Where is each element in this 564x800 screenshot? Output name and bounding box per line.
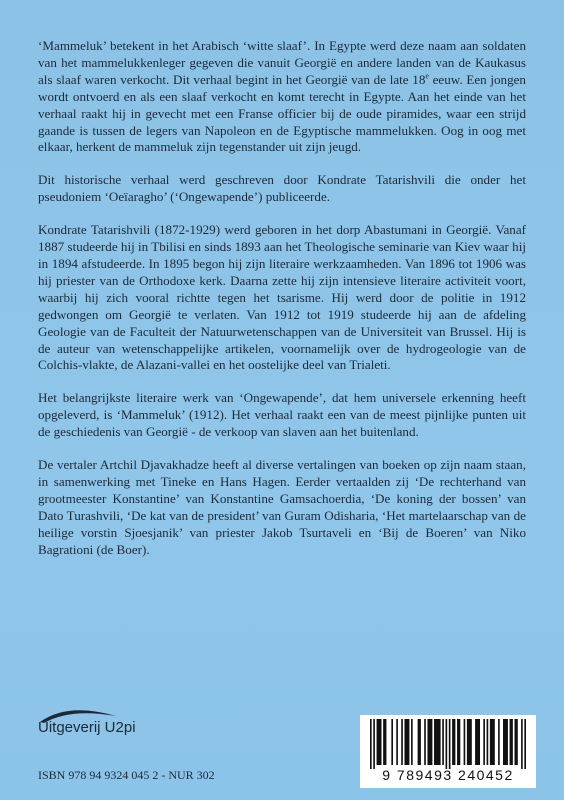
isbn-text: ISBN 978 94 9324 045 2 - NUR 302	[38, 768, 215, 782]
barcode-bar	[446, 719, 448, 769]
paragraph-author-note: Dit historische verhaal werd geschreven door Kondrate Tatarishvili die onder het pseudoniem ‘Oeïaragho’ (‘Ongewapende’) publiceerde.	[38, 172, 526, 205]
barcode-bar	[383, 719, 386, 765]
barcode-digits: 9 789493 240452	[382, 767, 514, 783]
barcode-bar	[452, 719, 455, 765]
synopsis-text-b: eeuw. Een jongen wordt ontvoerd en als een slaaf verkocht en komt terecht in Egypte. Aan het einde van het verhaal raakt hij in gevecht met een Franse officier bij de oude piramides, waar een strijd gaande is tussen de legers van Napoleon en de Egyptische mammelukken. Oog in oog met elkaar, herkent de mammeluk zijn tegenstander uit zijn jeugd.	[38, 71, 526, 155]
barcode-bar	[434, 719, 441, 765]
barcode-bar	[510, 719, 513, 765]
barcode-bars	[370, 719, 526, 769]
barcode-bar	[373, 719, 375, 769]
cover-text	[38, 38, 526, 574]
barcode-bar	[521, 719, 523, 769]
barcode-bar	[442, 719, 444, 765]
barcode-bar	[464, 719, 466, 765]
century-superscript: e	[425, 71, 429, 81]
barcode-bar	[377, 719, 382, 765]
paragraph-synopsis	[38, 38, 526, 156]
barcode-bar	[467, 719, 472, 765]
barcode-bar	[475, 719, 480, 765]
barcode-bar	[396, 719, 398, 765]
barcode-bar	[427, 719, 432, 765]
paragraph-author-bio: Kondrate Tatarishvili (1872-1929) werd geboren in het dorp Abastumani in Georgië. Vanaf 1887 studeerde hij in Tbilisi en sinds 1893 aan het Theologische seminarie van Kiev waar hij in 1894 afstudeerde. In 1895 begon hij zijn literaire werkzaamheden. Van 1896 tot 1906 was hij priester van de Orthodoxe kerk. Daarna zette hij zijn intensieve literaire activiteit voort, waarbij hij zich vooral richtte tegen het tsarisme. Hij werd door de politie in 1912 gedwongen om Georgië te verlaten. Van 1912 tot 1919 studeerde hij aan de afdeling Geologie van de Faculteit der Natuurwetenschappen van de Universiteit van Brussel. Hij is de auteur van wetenschappelijke artikelen, voornamelijk over de hydrogeologie van de Colchis-vlakte, de Alazani-vallei en het oostelijke deel van Trialeti.	[38, 222, 526, 373]
barcode-bar	[503, 719, 508, 765]
barcode-bar	[404, 719, 409, 765]
barcode	[360, 715, 536, 788]
publisher-logo	[38, 706, 188, 746]
barcode-bar	[391, 719, 393, 765]
barcode-bar	[515, 719, 518, 765]
barcode-bar	[418, 719, 421, 765]
synopsis-text-a: ‘Mammeluk’ betekent in het Arabisch ‘witte slaaf’. In Egypte werd deze naam aan soldaten van het mammelukkenleger gegeven die vanuit Georgië en andere landen van de Kaukasus als slaaf waren verkocht. Dit verhaal begint in het Georgië van de late 18	[38, 38, 526, 87]
barcode-bar	[487, 719, 489, 765]
paragraph-translator: De vertaler Artchil Djavakhadze heeft al diverse vertalingen van boeken op zijn naam staan, in samenwerking met Tineke en Hans Hagen. Eerder vertaalden zij ‘De rechterhand van grootmeester Konstantine’ van Konstantine Gamsachoerdia, ‘De koning der bossen’ van Dato Turashvili, ‘De kat van de president’ van Guram Odisharia, ‘Het martelaarschap van de heilige vorstin Sjoesjanik’ van priester Jakob Tsurtaveli en ‘Bij de Boeren’ van Niko Bagrationi (de Boer).	[38, 457, 526, 557]
barcode-bar	[401, 719, 403, 765]
barcode-bar	[490, 719, 495, 765]
barcode-bar	[524, 719, 526, 769]
publisher-name: Uitgeverij U2pi	[38, 719, 136, 736]
barcode-bar	[483, 719, 485, 765]
barcode-bar	[370, 719, 372, 769]
barcode-bar	[457, 719, 460, 765]
barcode-bar	[449, 719, 451, 769]
barcode-bar	[411, 719, 413, 765]
barcode-bar	[424, 719, 426, 765]
paragraph-main-work: Het belangrijkste literaire werk van ‘Ongewapende’, dat hem universele erkenning heeft opgeleverd, is ‘Mammeluk’ (1912). Het verhaal raakt een van de meest pijnlijke punten uit de geschiedenis van Georgië - de verkoop van slaven aan het buitenland.	[38, 390, 526, 440]
barcode-bar	[498, 719, 500, 765]
